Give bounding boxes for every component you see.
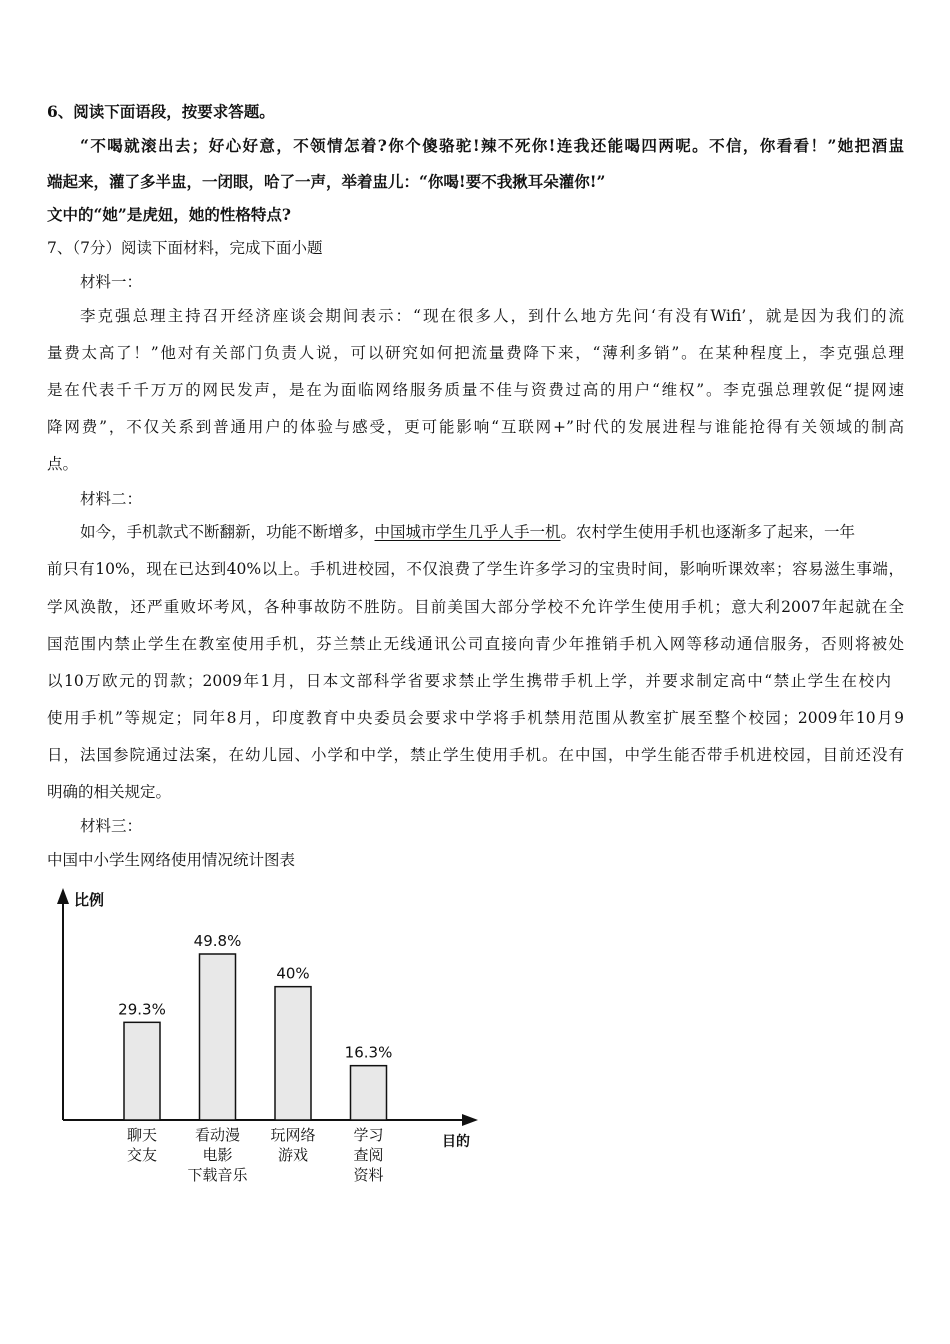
category-label: 学习 <box>353 1126 384 1144</box>
bar <box>351 1066 387 1120</box>
material-2-underlined-text: 中国城市学生几乎人手一机 <box>374 523 561 541</box>
q6-quote-line1: “不喝就滚出去；好心好意，不领情怎着?你个傻骆驼!辣不死你!连我还能喝四两呢。不信，你看看！”她把酒盅 <box>80 136 904 155</box>
chart-caption: 中国中小学生网络使用情况统计图表 <box>47 851 296 869</box>
category-label: 查阅 <box>353 1146 384 1164</box>
bar-value-label: 40% <box>276 964 310 983</box>
y-axis <box>57 888 69 1120</box>
bar <box>124 1022 160 1120</box>
material-2-line: 国范围内禁止学生在教室使用手机，芬兰禁止无线通讯公司直接向青少年推销手机入网等移动通信服务，否则将被处 <box>47 635 904 653</box>
material-1-line: 量费太高了！”他对有关部门负责人说，可以研究如何把流量费降下来，“薄利多销”。在某种程度上，李克强总理 <box>47 344 904 362</box>
bar-value-label: 29.3% <box>118 1000 166 1019</box>
category-label: 玩网络 <box>270 1126 316 1144</box>
x-axis-label: 目的 <box>442 1134 470 1150</box>
material-2-line: 学风涣散，还严重败坏考风，各种事故防不胜防。目前美国大部分学校不允许学生使用手机；意大利2007年起就在全 <box>47 598 904 616</box>
material-2-line: 明确的相关规定。 <box>47 783 172 801</box>
x-axis-arrow-icon <box>462 1114 478 1126</box>
q6-question: 文中的“她”是虎妞，她的性格特点? <box>47 205 291 224</box>
category-label: 游戏 <box>277 1146 309 1164</box>
y-axis-label: 比例 <box>74 891 105 909</box>
bar <box>275 987 311 1120</box>
category-label: 电影 <box>202 1146 233 1164</box>
q6-title: 6、阅读下面语段，按要求答题。 <box>47 102 275 121</box>
material-2-line: 前只有10%，现在已达到40%以上。手机进校园，不仅浪费了学生许多学习的宝贵时间，影响听课效率；容易滋生事端， <box>47 560 904 578</box>
q7-title: 7、（7分）阅读下面材料，完成下面小题 <box>47 239 323 257</box>
q6-quote-line2: 端起来，灌了多半盅，一闭眼，哈了一声，举着盅儿：“你喝!要不我揪耳朵灌你!” <box>47 172 606 191</box>
material-2-line: 使用手机”等规定；同年8月，印度教育中央委员会要求中学将手机禁用范围从教室扩展至整个校园；2009年10月9 <box>47 709 904 727</box>
material-2-text: 如今，手机款式不断翻新，功能不断增多， <box>80 523 375 541</box>
category-label: 下载音乐 <box>187 1166 248 1184</box>
material-2-line: 以10万欧元的罚款；2009年1月，日本文部科学省要求禁止学生携带手机上学，并要求制定高中“禁止学生在校内 <box>47 672 891 690</box>
material-1-line: 降网费”，不仅关系到普通用户的体验与感受，更可能影响“互联网+”时代的发展进程与谁能抢得有关领域的制高 <box>47 418 904 436</box>
category-label: 聊天 <box>126 1126 158 1144</box>
material-1-line: 李克强总理主持召开经济座谈会期间表示：“现在很多人，到什么地方先问‘有没有Wifi’，就是因为我们的流 <box>80 307 904 325</box>
material-2-label: 材料二： <box>80 490 143 508</box>
bar-group <box>118 932 392 1184</box>
material-1-line: 点。 <box>47 455 79 473</box>
category-label: 交友 <box>126 1146 158 1164</box>
category-label: 看动漫 <box>194 1126 241 1144</box>
bar-value-label: 49.8% <box>193 932 242 950</box>
material-1-line: 是在代表千千万万的网民发声，是在为面临网络服务质量不佳与资费过高的用户“维权”。李克强总理敦促“提网速 <box>47 381 904 399</box>
y-axis-arrow-icon <box>57 888 69 904</box>
material-2-line: 日，法国参院通过法案，在幼儿园、小学和中学，禁止学生使用手机。在中国，中学生能否带手机进校园，目前还没有 <box>47 746 904 764</box>
material-3-label: 材料三： <box>80 817 143 835</box>
material-2-text: 。农村学生使用手机也逐渐多了起来，一年 <box>560 523 856 541</box>
category-label: 资料 <box>353 1166 384 1184</box>
bar <box>200 954 236 1120</box>
material-1-label: 材料一： <box>80 273 143 291</box>
bar-value-label: 16.3% <box>344 1043 393 1062</box>
